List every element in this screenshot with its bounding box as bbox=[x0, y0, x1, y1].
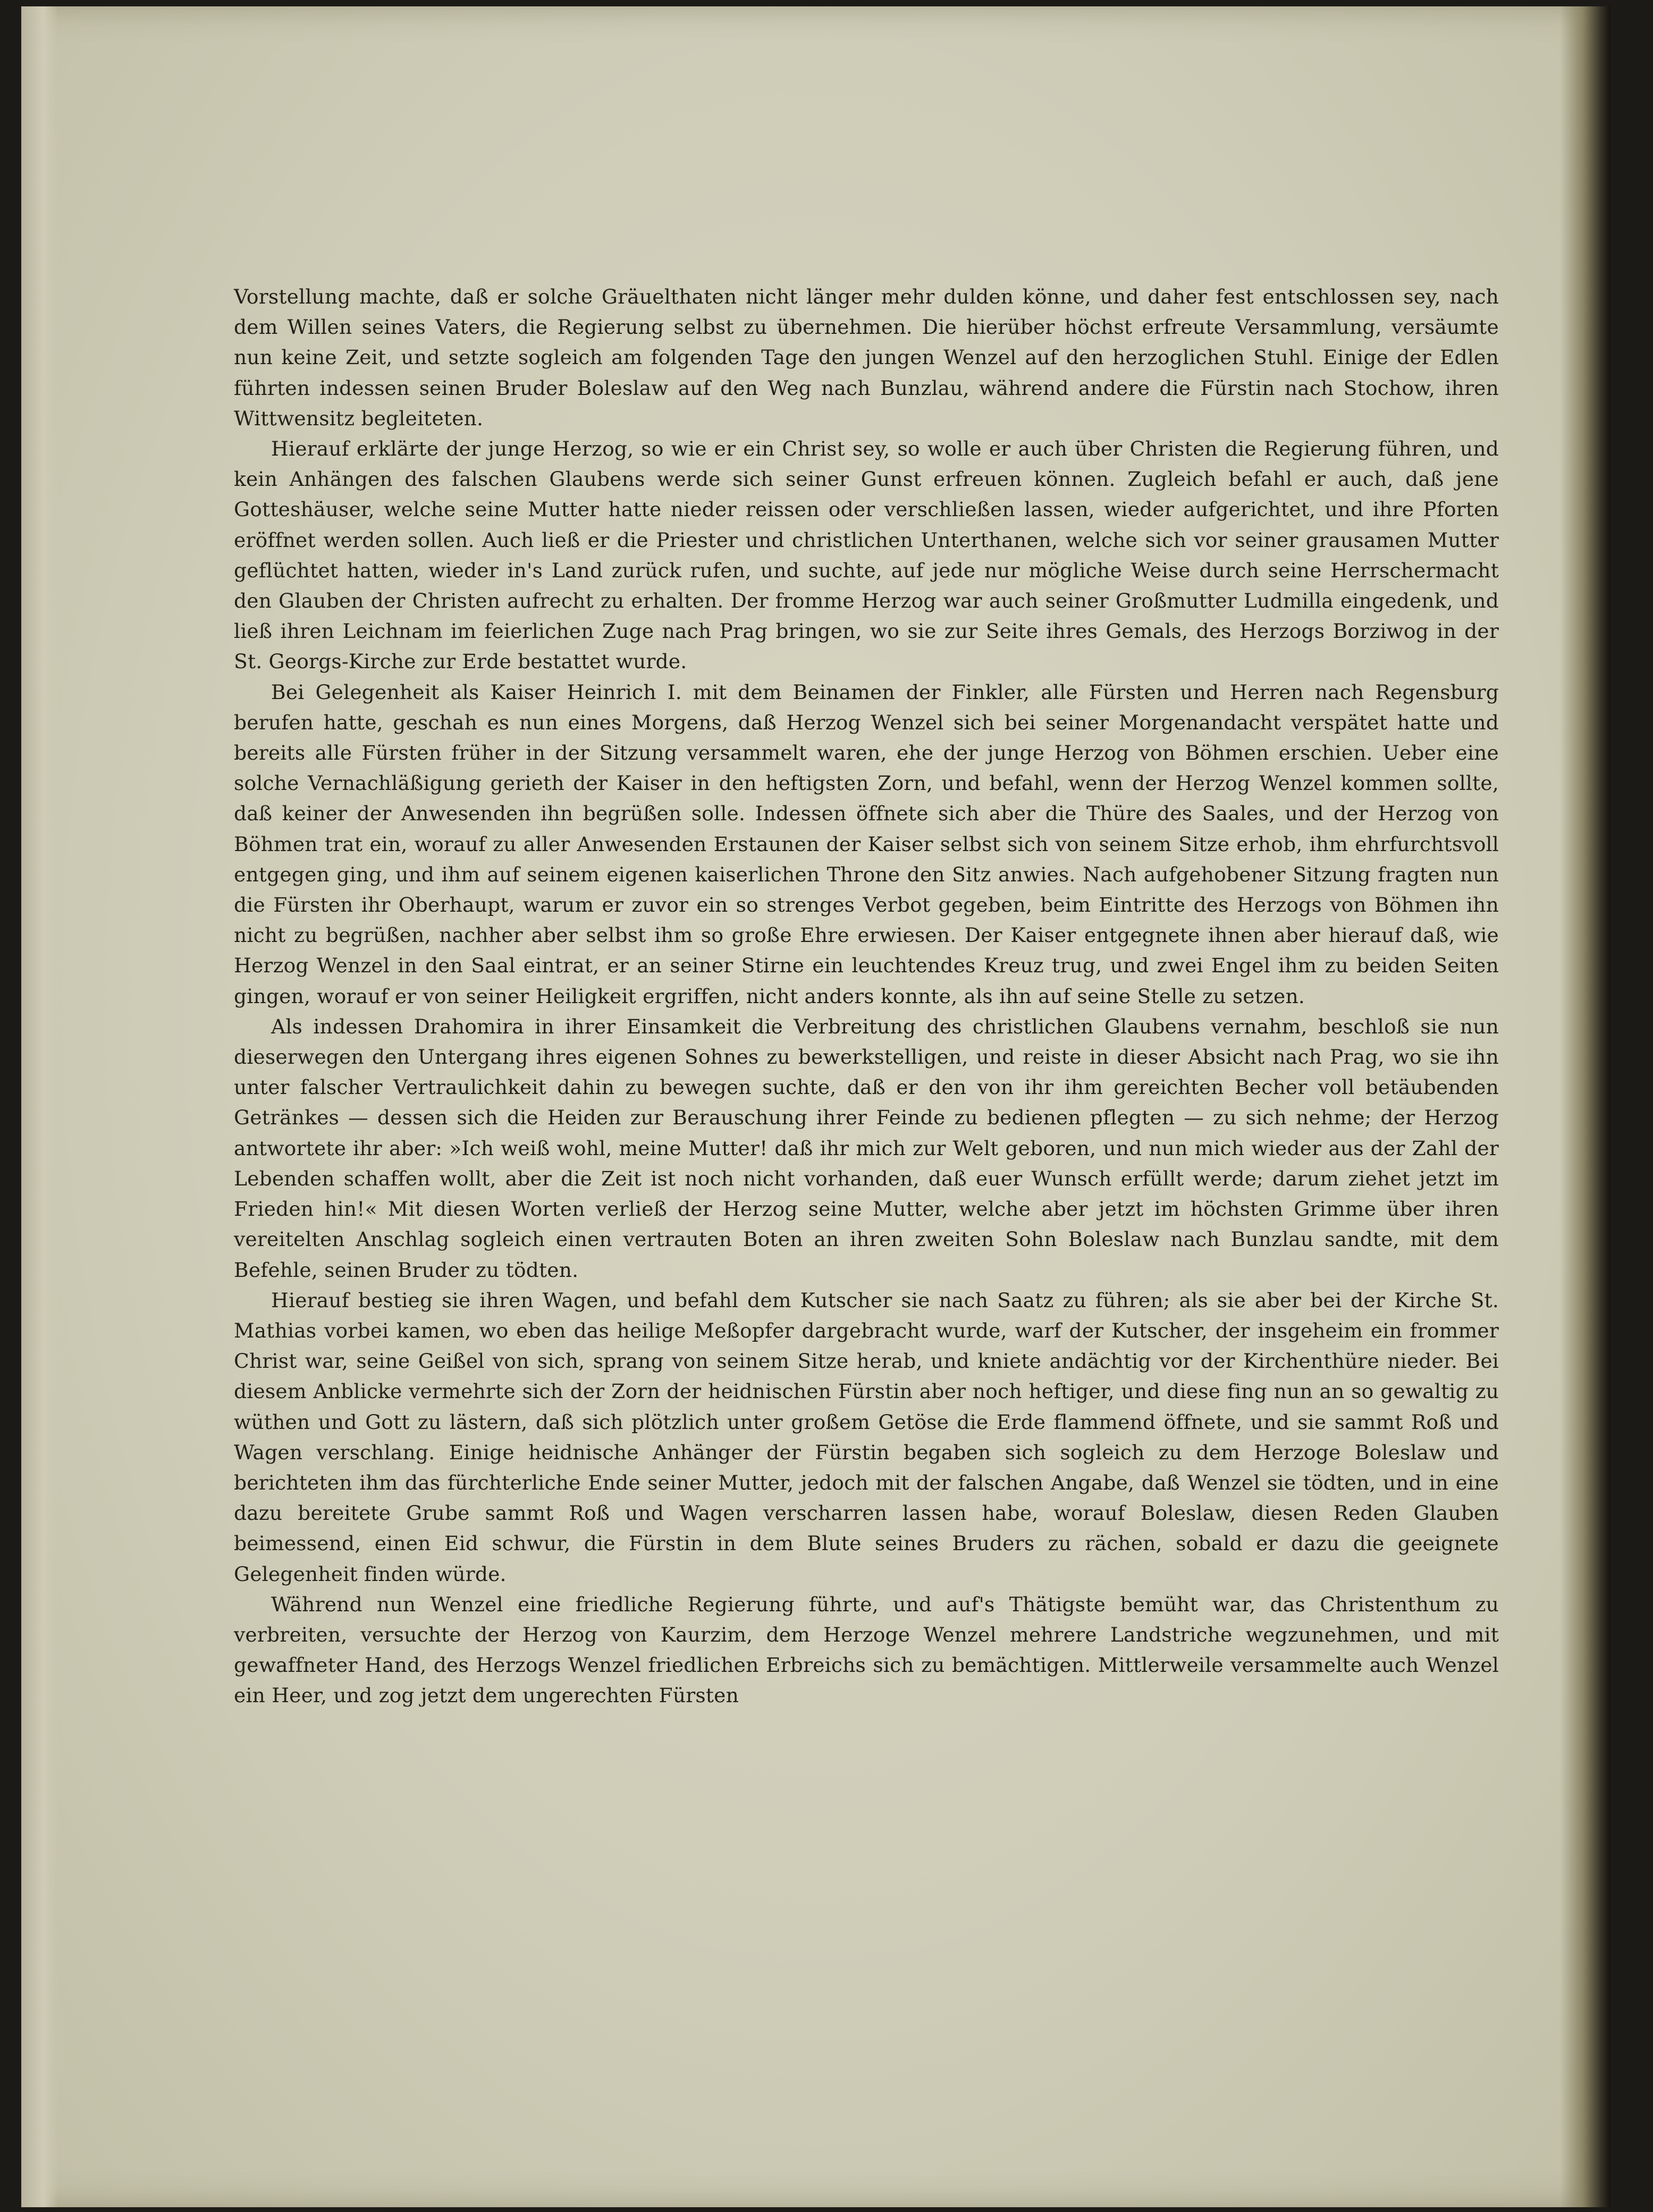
paragraph-5: Hierauf bestieg sie ihren Wagen, und befahl dem Kutscher sie nach Saatz zu führen; als sie aber bei der Kirche St. Mathias vorbei kamen, wo eben das heilige Meßopfer dargebracht wurde, warf der Kutscher, der insgeheim ein frommer Christ war, seine Geißel von sich, sprang von seinem Sitze herab, und kniete andächtig vor der Kirchenthüre nieder. Bei diesem Anblicke vermehrte sich der Zorn der heidnischen Fürstin aber noch heftiger, und diese fing nun an so gewaltig zu wüthen und Gott zu lästern, daß sich plötzlich unter großem Getöse die Erde flammend öffnete, und sie sammt Roß und Wagen verschlang. Einige heidnische Anhänger der Fürstin begaben sich sogleich zu dem Herzoge Boleslaw und berichteten ihm das fürchterliche Ende seiner Mutter, jedoch mit der falschen Angabe, daß Wenzel sie tödten, und in eine dazu bereitete Grube sammt Roß und Wagen verscharren lassen habe, worauf Boleslaw, diesen Reden Glauben beimessend, einen Eid schwur, die Fürstin in dem Blute seines Bruders zu rächen, sobald er dazu die geeignete Gelegenheit finden würde. bbox=[234, 1288, 1499, 1586]
book-page bbox=[21, 6, 1610, 2207]
paragraph-3: Bei Gelegenheit als Kaiser Heinrich I. mit dem Beinamen der Finkler, alle Fürsten und Herren nach Regensburg berufen hatte, geschah es nun eines Morgens, daß Herzog Wenzel sich bei seiner Morgenandacht verspätet hatte und bereits alle Fürsten früher in der Sitzung versammelt waren, ehe der junge Herzog von Böhmen erschien. Ueber eine solche Vernachläßigung gerieth der Kaiser in den heftigsten Zorn, und befahl, wenn der Herzog Wenzel kommen sollte, daß keiner der Anwesenden ihn begrüßen solle. Indessen öffnete sich aber die Thüre des Saales, und der Herzog von Böhmen trat ein, worauf zu aller Anwesenden Erstaunen der Kaiser selbst sich von seinem Sitze erhob, ihm ehrfurchtsvoll entgegen ging, und ihm auf seinem eigenen kaiserlichen Throne den Sitz anwies. Nach aufgehobener Sitzung fragten nun die Fürsten ihr Oberhaupt, warum er zuvor ein so strenges Verbot gegeben, beim Eintritte des Herzogs von Böhmen ihn nicht zu begrüßen, nachher aber selbst ihm so große Ehre erwiesen. Der Kaiser entgegnete ihnen aber hierauf daß, wie Herzog Wenzel in den Saal eintrat, er an seiner Stirne ein leuchtendes Kreuz trug, und zwei Engel ihm zu beiden Seiten gingen, worauf er von seiner Heiligkeit ergriffen, nicht anders konnte, als ihn auf seine Stelle zu setzen. bbox=[234, 680, 1499, 1008]
body-text bbox=[234, 282, 1499, 1711]
paragraph-1: Vorstellung machte, daß er solche Gräuelthaten nicht länger mehr dulden könne, und daher fest entschlossen sey, nach dem Willen seines Vaters, die Regierung selbst zu übernehmen. Die hierüber höchst erfreute Versammlung, versäumte nun keine Zeit, und setzte sogleich am folgenden Tage den jungen Wenzel auf den herzoglichen Stuhl. Einige der Edlen führten indessen seinen Bruder Boleslaw auf den Weg nach Bunzlau, während andere die Fürstin nach Stochow, ihren Wittwensitz begleiteten. bbox=[234, 285, 1499, 430]
paragraph-4: Als indessen Drahomira in ihrer Einsamkeit die Verbreitung des christlichen Glaubens vernahm, beschloß sie nun dieserwegen den Untergang ihres eigenen Sohnes zu bewerkstelligen, und reiste in dieser Absicht nach Prag, wo sie ihn unter falscher Vertraulichkeit dahin zu bewegen suchte, daß er den von ihr ihm gereichten Becher voll betäubenden Getränkes — dessen sich die Heiden zur Berauschung ihrer Feinde zu bedienen pflegten — zu sich nehme; der Herzog antwortete ihr aber: »Ich weiß wohl, meine Mutter! daß ihr mich zur Welt geboren, und nun mich wieder aus der Zahl der Lebenden schaffen wollt, aber die Zeit ist noch nicht vorhanden, daß euer Wunsch erfüllt werde; darum ziehet jetzt im Frieden hin!« Mit diesen Worten verließ der Herzog seine Mutter, welche aber jetzt im höchsten Grimme über ihren vereitelten Anschlag sogleich einen vertrauten Boten an ihren zweiten Sohn Boleslaw nach Bunzlau sandte, mit dem Befehle, seinen Bruder zu tödten. bbox=[234, 1014, 1499, 1282]
paragraph-2: Hierauf erklärte der junge Herzog, so wie er ein Christ sey, so wolle er auch über Christen die Regierung führen, und kein Anhängen des falschen Glaubens werde sich seiner Gunst erfreuen können. Zugleich befahl er auch, daß jene Gotteshäuser, welche seine Mutter hatte nieder reissen oder verschließen lassen, wieder aufgerichtet, und ihre Pforten eröffnet werden sollen. Auch ließ er die Priester und christlichen Unterthanen, welche sich vor seiner grausamen Mutter geflüchtet hatten, wieder in's Land zurück rufen, und suchte, auf jede nur mögliche Weise durch seine Herrschermacht den Glauben der Christen aufrecht zu erhalten. Der fromme Herzog war auch seiner Großmutter Ludmilla eingedenk, und ließ ihren Leichnam im feierlichen Zuge nach Prag bringen, wo sie zur Seite ihres Gemals, des Herzogs Borziwog in der St. Georgs-Kirche zur Erde bestattet wurde. bbox=[234, 437, 1499, 674]
book-gutter bbox=[1560, 6, 1610, 2207]
page-edge bbox=[21, 6, 58, 2207]
paragraph-6: Während nun Wenzel eine friedliche Regierung führte, und auf's Thätigste bemüht war, das Christenthum zu verbreiten, versuchte der Herzog von Kaurzim, dem Herzoge Wenzel mehrere Landstriche wegzunehmen, und mit gewaffneter Hand, des Herzogs Wenzel friedlichen Erbreichs sich zu bemächtigen. Mittlerweile versammelte auch Wenzel ein Heer, und zog jetzt dem ungerechten Fürsten bbox=[234, 1592, 1499, 1708]
